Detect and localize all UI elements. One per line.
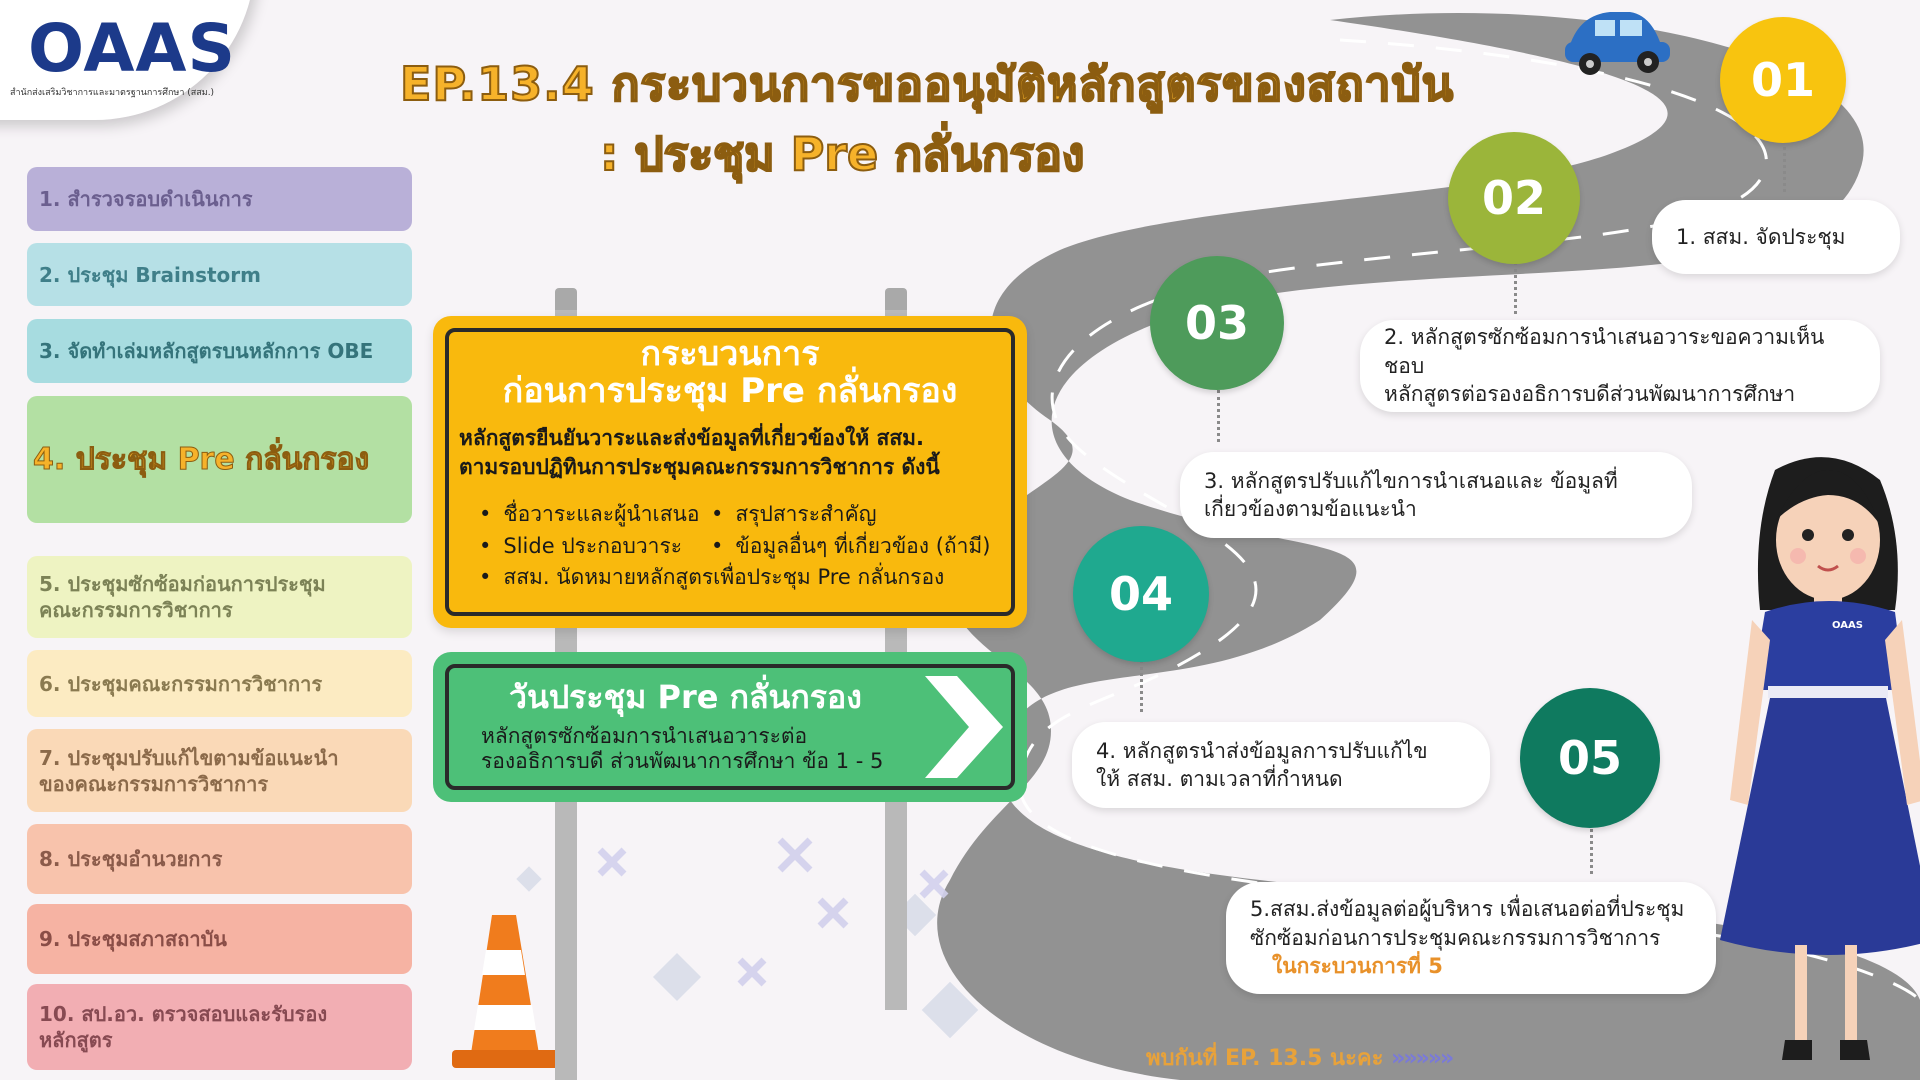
- oaas-logo: OAAS: [28, 10, 237, 87]
- pre-meeting-process-sign: [433, 316, 1027, 628]
- bullet-item: • ข้อมูลอื่นๆ ที่เกี่ยวข้อง (ถ้ามี): [711, 531, 990, 563]
- bullet-item: • Slide ประกอบวาระ: [479, 531, 711, 563]
- step-3-callout: 3. หลักสูตรปรับแก้ไขการนำเสนอและ ข้อมูลที่ เกี่ยวข้องตามข้อแนะนำ: [1180, 452, 1692, 538]
- step-1-connector: [1783, 140, 1786, 192]
- step-2-callout: 2. หลักสูตรซักซ้อมการนำเสนอวาระขอความเห็นชอบ หลักสูตรต่อรองอธิการบดีส่วนพัฒนาการศึกษา: [1360, 320, 1880, 412]
- yellow-sign-body: หลักสูตรยืนยันวาระและส่งข้อมูลที่เกี่ยวข้องให้ สสม. ตามรอบปฏิทินการประชุมคณะกรรมการวิชาการ ดังนี้: [459, 426, 940, 480]
- step-5-highlight: ในกระบวนการที่ 5: [1272, 954, 1443, 979]
- double-chevron-right-icon: »»»»»: [1391, 1046, 1453, 1071]
- step-5-callout: [1226, 882, 1716, 994]
- logo-subtitle: สำนักส่งเสริมวิชาการและมาตรฐานการศึกษา (สสม.): [10, 88, 215, 98]
- sidebar-item-8[interactable]: 8. ประชุมอำนวยการ: [27, 824, 412, 894]
- green-sign-heading: วันประชุม Pre กลั่นกรอง: [509, 678, 862, 716]
- step-5-connector: [1590, 824, 1593, 874]
- bullet-item: • สสม. นัดหมายหลักสูตรเพื่อประชุม Pre กลั่นกรอง: [479, 562, 944, 594]
- sidebar-item-9[interactable]: 9. ประชุมสภาสถาบัน: [27, 904, 412, 974]
- sidebar-item-4-active[interactable]: 4. ประชุม Pre กลั่นกรอง: [27, 396, 412, 523]
- step-1-callout: 1. สสม. จัดประชุม: [1652, 200, 1900, 274]
- step-4-circle: 04: [1073, 526, 1209, 662]
- sidebar-item-2[interactable]: 2. ประชุม Brainstorm: [27, 243, 412, 306]
- step-3-circle: 03: [1150, 256, 1284, 390]
- sign-pole-cap-right: [885, 288, 907, 312]
- sign-pole-cap-left: [555, 288, 577, 312]
- sidebar-item-7[interactable]: 7. ประชุมปรับแก้ไขตามข้อแนะนำ ของคณะกรรมการวิชาการ: [27, 729, 412, 812]
- meeting-day-sign: [433, 652, 1027, 802]
- step-5-text: 5.สสม.ส่งข้อมูลต่อผู้บริหาร เพื่อเสนอต่อที่ประชุม ซักซ้อมก่อนการประชุมคณะกรรมการวิชาการ: [1250, 897, 1685, 950]
- sidebar-item-10[interactable]: 10. สป.อว. ตรวจสอบและรับรอง หลักสูตร: [27, 984, 412, 1070]
- decor-shapes: [516, 866, 978, 1038]
- shirt-logo: OAAS: [1832, 620, 1863, 631]
- yellow-sign-heading: กระบวนการ ก่อนการประชุม Pre กลั่นกรอง: [502, 334, 958, 412]
- step-2-circle: 02: [1448, 132, 1580, 264]
- sidebar-item-3[interactable]: 3. จัดทำเล่มหลักสูตรบนหลักการ OBE: [27, 319, 412, 383]
- sidebar-item-6[interactable]: 6. ประชุมคณะกรรมการวิชาการ: [27, 650, 412, 717]
- page-subtitle: : ประชุม Pre กลั่นกรอง: [600, 127, 1085, 181]
- step-3-connector: [1217, 390, 1220, 442]
- page-title: EP.13.4 กระบวนการขออนุมัติหลักสูตรของสถาบัน: [400, 57, 1455, 111]
- sidebar-item-5[interactable]: 5. ประชุมซักซ้อมก่อนการประชุม คณะกรรมการวิชาการ: [27, 556, 412, 638]
- traffic-cone: [452, 915, 562, 1068]
- step-2-connector: [1514, 262, 1517, 314]
- step-4-connector: [1140, 660, 1143, 712]
- yellow-sign-bullets: [479, 499, 990, 594]
- step-1-circle: 01: [1720, 17, 1846, 143]
- bullet-item: • ชื่อวาระและผู้นำเสนอ: [479, 499, 711, 531]
- step-4-callout: 4. หลักสูตรนำส่งข้อมูลการปรับแก้ไข ให้ สสม. ตามเวลาที่กำหนด: [1072, 722, 1490, 808]
- step-5-circle: 05: [1520, 688, 1660, 828]
- green-sign-body: หลักสูตรซักซ้อมการนำเสนอวาระต่อ รองอธิการบดี ส่วนพัฒนาการศึกษา ข้อ 1 - 5: [481, 724, 884, 774]
- bullet-item: • สรุปสาระสำคัญ: [711, 499, 877, 531]
- sidebar-item-1[interactable]: 1. สำรวจรอบดำเนินการ: [27, 167, 412, 231]
- next-episode-footer: พบกันที่ EP. 13.5 นะคะ »»»»»: [1146, 1046, 1453, 1071]
- chevron-right-icon: [917, 672, 1007, 782]
